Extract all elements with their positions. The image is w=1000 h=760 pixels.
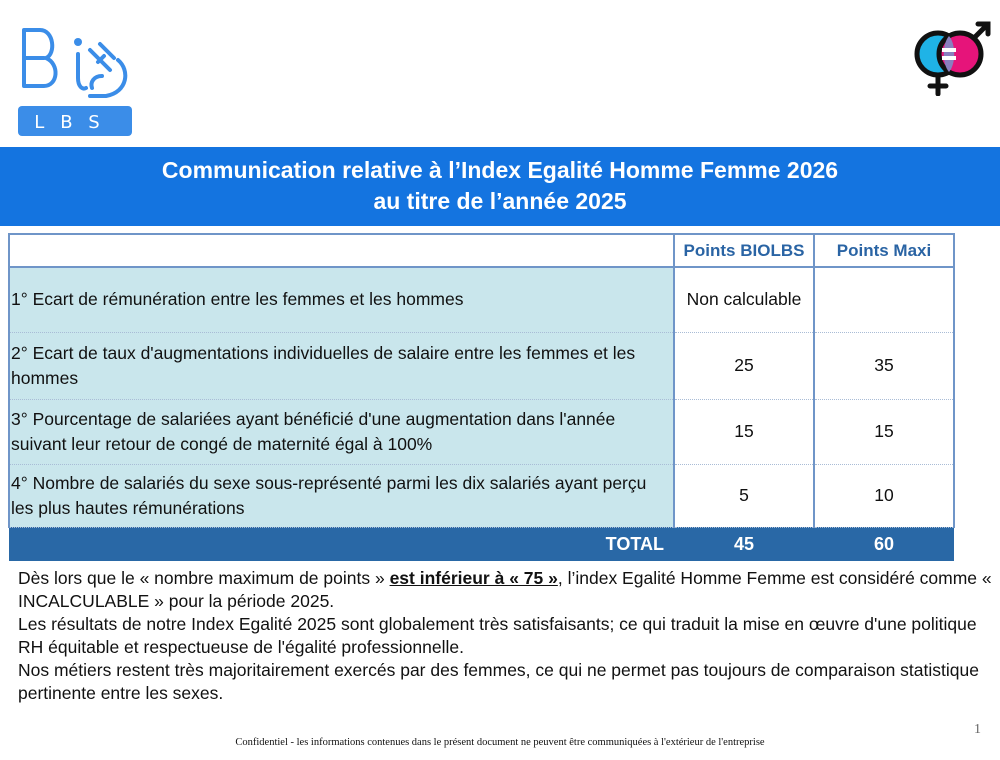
svg-text:LBS: LBS [34, 112, 116, 133]
row-maxi [814, 267, 954, 332]
title-banner [0, 147, 1000, 226]
note-text: Dès lors que le « nombre maximum de points » [18, 568, 390, 588]
table-row [9, 464, 954, 527]
row-biolbs: 15 [674, 399, 814, 464]
row-label: 1° Ecart de rémunération entre les femmes et les hommes [9, 267, 674, 332]
total-label: TOTAL [9, 527, 674, 561]
note-workforce: Nos métiers restent très majoritairement exercés par des femmes, ce qui ne permet pas toujours de comparaison statistique pertinente entre les sexes. [18, 660, 979, 703]
row-biolbs: 25 [674, 332, 814, 399]
row-label: 2° Ecart de taux d'augmentations individuelles de salaire entre les femmes et les hommes [9, 332, 674, 399]
row-biolbs: Non calculable [674, 267, 814, 332]
header-points-biolbs: Points BIOLBS [674, 234, 814, 267]
total-row [9, 527, 954, 561]
row-label: 4° Nombre de salariés du sexe sous-représenté parmi les dix salariés ayant perçu les plus hautes rémunérations [9, 464, 674, 527]
row-maxi: 35 [814, 332, 954, 399]
confidential-footer: Confidentiel - les informations contenues dans le présent document ne peuvent être communiquées à l'extérieur de l'entreprise [235, 737, 765, 748]
note-results: Les résultats de notre Index Egalité 2025 sont globalement très satisfaisants; ce qui traduit la mise en œuvre d'une politique RH équitable et respectueuse de l'égalité professionnelle. [18, 614, 977, 657]
row-label: 3° Pourcentage de salariées ayant bénéficié d'une augmentation dans l'année suivant leur retour de congé de maternité égal à 100% [9, 399, 674, 464]
table-row [9, 267, 954, 332]
total-biolbs: 45 [674, 527, 814, 561]
gender-equality-icon [908, 16, 996, 96]
microscope-logo-icon [18, 20, 136, 138]
table-row [9, 332, 954, 399]
header-points-maxi: Points Maxi [814, 234, 954, 267]
row-biolbs: 5 [674, 464, 814, 527]
table-row [9, 399, 954, 464]
total-maxi: 60 [814, 527, 954, 561]
row-maxi: 10 [814, 464, 954, 527]
notes [18, 567, 993, 705]
row-maxi: 15 [814, 399, 954, 464]
page-number: 1 [974, 722, 981, 737]
note-text: , l’index Egalité Homme Femme est considéré comme « INCALCULABLE » pour la période 2025. [18, 568, 992, 611]
header-blank [9, 234, 674, 267]
note-emphasis: est inférieur à « 75 » [389, 568, 558, 588]
title-line-2: au titre de l’année 2025 [373, 188, 627, 214]
table-header-row [9, 234, 954, 267]
title-line-1: Communication relative à l’Index Egalité Homme Femme 2026 [161, 157, 839, 183]
index-table [8, 233, 955, 561]
biolbs-logo [18, 20, 136, 138]
note-incalculable [18, 567, 993, 613]
